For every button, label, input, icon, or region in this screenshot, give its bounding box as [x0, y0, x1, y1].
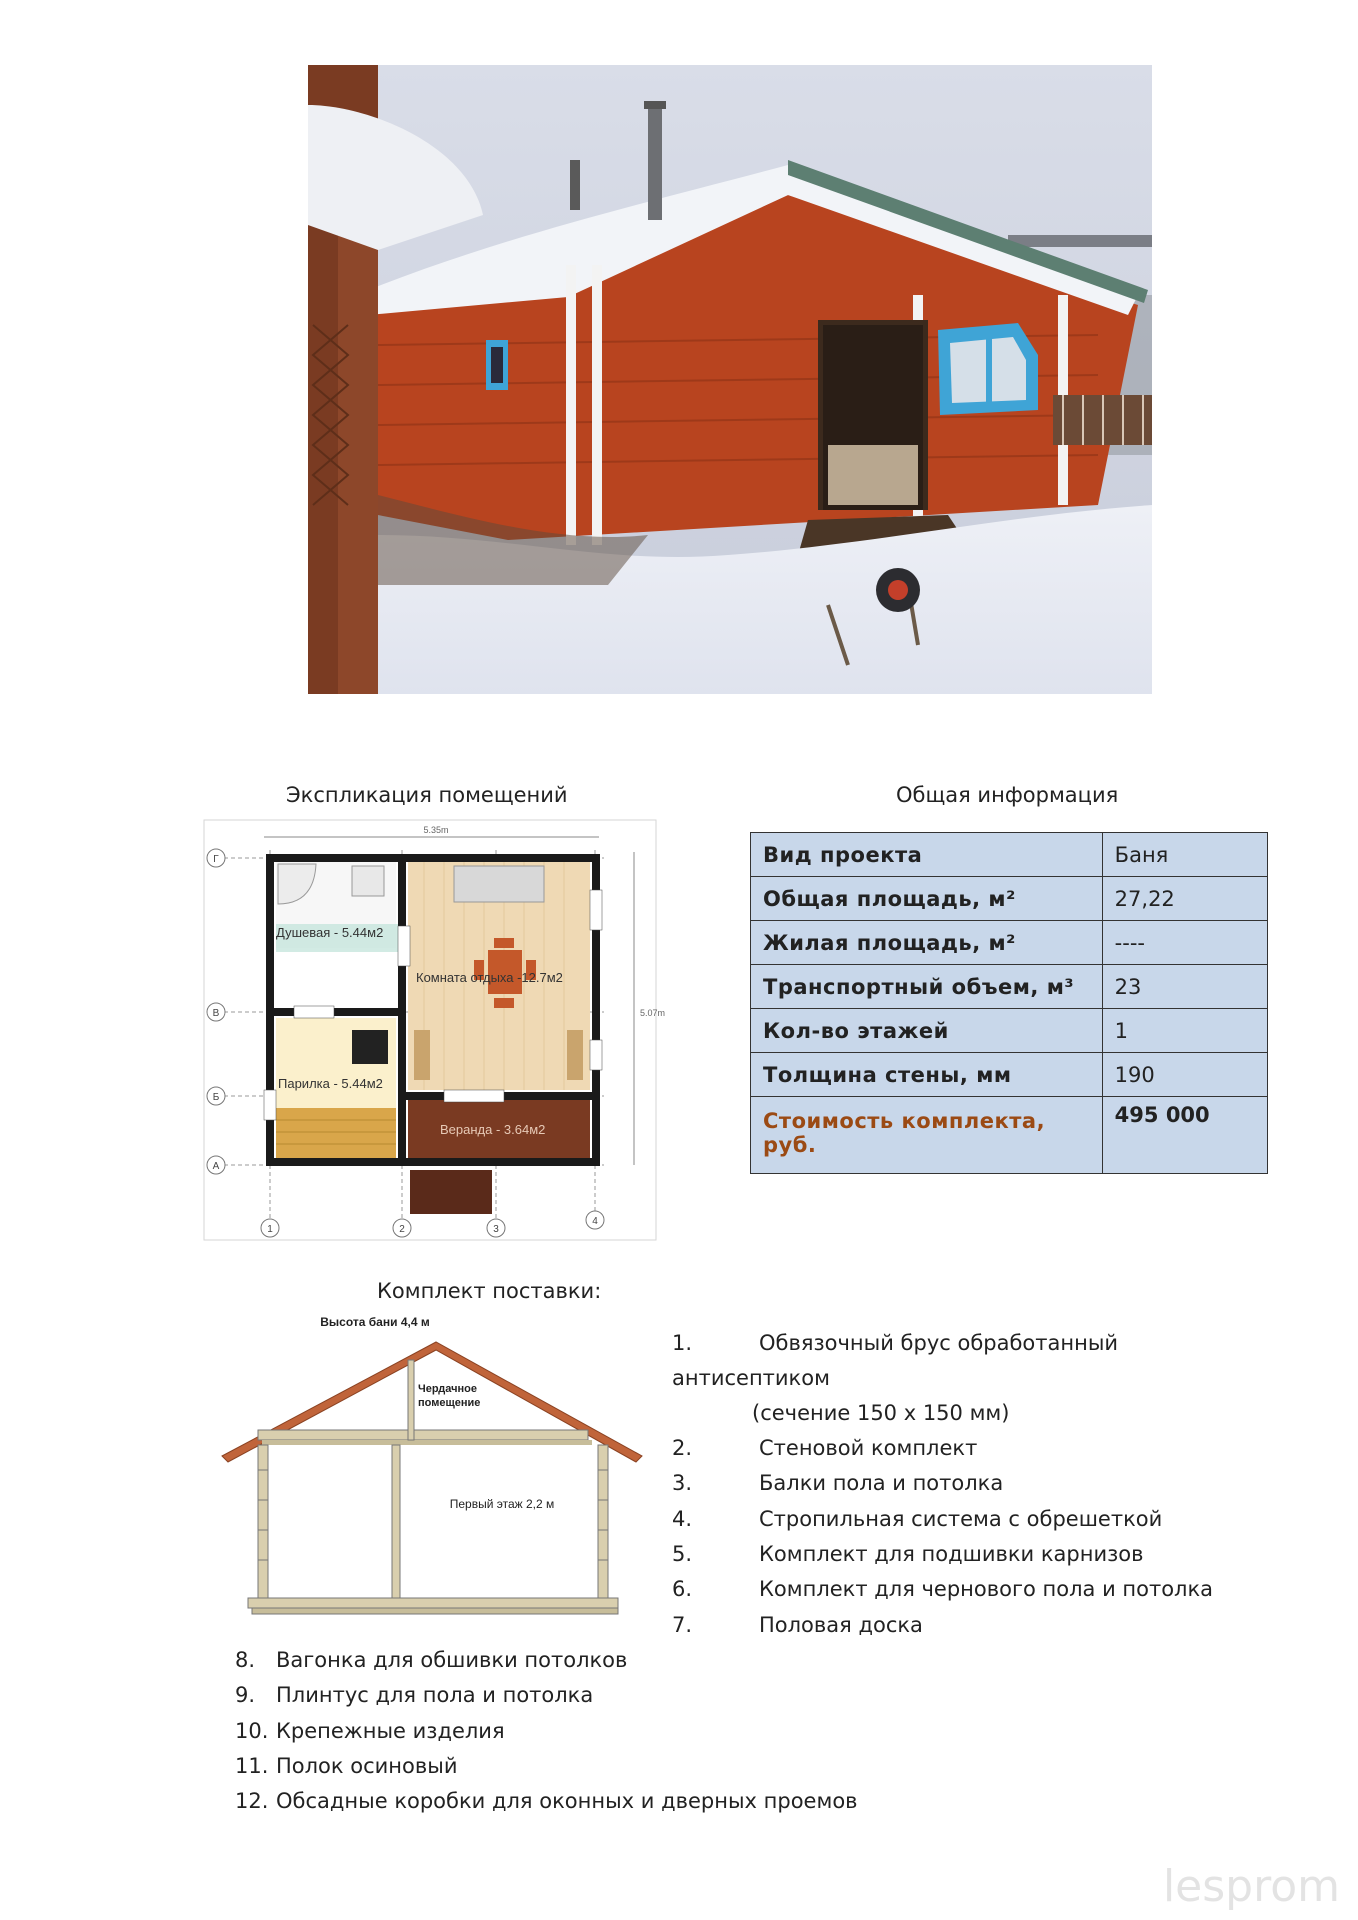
- attic-label-line2: помещение: [418, 1397, 481, 1409]
- plan-dim-right: 5.07m: [640, 1008, 666, 1018]
- kit-item-num: 2.: [672, 1436, 693, 1460]
- info-key: Толщина стены, мм: [751, 1053, 1103, 1097]
- kit-item-text: Комплект для подшивки карнизов: [759, 1541, 1144, 1566]
- kit-item-text: Комплект для чернового пола и потолка: [759, 1577, 1214, 1602]
- axis-col-1: 1: [267, 1224, 273, 1235]
- axis-row-g: Г: [213, 854, 219, 865]
- kit-item-num: 6.: [672, 1577, 693, 1602]
- section-height-label: Высота бани 4,4 м: [320, 1315, 430, 1329]
- kit-heading: Комплект поставки:: [377, 1279, 602, 1303]
- info-key: Кол-во этажей: [751, 1009, 1103, 1053]
- info-heading: Общая информация: [896, 783, 1119, 807]
- info-key: Жилая площадь, м²: [751, 921, 1103, 965]
- kit-item-text: Половая доска: [759, 1612, 923, 1637]
- info-key: Общая площадь, м²: [751, 877, 1103, 921]
- info-value: ----: [1102, 921, 1267, 965]
- info-value: 23: [1102, 965, 1267, 1009]
- info-value: Баня: [1102, 833, 1267, 877]
- kit-item-text: Вагонка для обшивки потолков: [276, 1648, 628, 1672]
- room-label-steam: Парилка - 5.44м2: [278, 1076, 383, 1091]
- kit-item-text: Полок осиновый: [276, 1753, 458, 1778]
- section-floor-label: Первый этаж 2,2 м: [449, 1497, 555, 1511]
- kit-item-num: 9.: [235, 1683, 256, 1708]
- kit-item-text: Крепежные изделия: [276, 1718, 505, 1743]
- plan-dim-top: 5.35m: [423, 825, 449, 835]
- info-row-cost: [751, 1097, 1268, 1174]
- axis-col-4: 4: [592, 1216, 598, 1227]
- info-table: [750, 832, 1268, 1174]
- kit-item-num: 3.: [672, 1471, 693, 1496]
- kit-item-text: Балки пола и потолка: [759, 1471, 1004, 1496]
- kit-item-num: 11.: [235, 1753, 269, 1778]
- kit-item-1-num: 1.: [672, 1331, 693, 1355]
- kit-item-num: 7.: [672, 1612, 693, 1637]
- kit-item-num: 8.: [235, 1648, 256, 1672]
- axis-row-a: А: [212, 1161, 220, 1172]
- axis-col-2: 2: [399, 1224, 405, 1235]
- room-label-veranda: Веранда - 3.64м2: [440, 1122, 546, 1137]
- kit-item-text: Обсадные коробки для оконных и дверных проемов: [276, 1789, 858, 1814]
- brand-logo: lesprom: [1162, 1861, 1340, 1912]
- cost-key: Стоимость комплекта, руб.: [751, 1097, 1103, 1174]
- info-row: [751, 877, 1268, 921]
- axis-row-v: В: [212, 1008, 220, 1019]
- info-value: 27,22: [1102, 877, 1267, 921]
- kit-item-text: Стеновой комплект: [759, 1436, 978, 1460]
- info-key: Транспортный объем, м³: [751, 965, 1103, 1009]
- axis-row-b: Б: [212, 1092, 220, 1103]
- axis-col-3: 3: [493, 1224, 499, 1235]
- info-key: Вид проекта: [751, 833, 1103, 877]
- room-label-rest: Комната отдыха -12.7м2: [416, 970, 563, 985]
- kit-item-1-section: (сечение 150 х 150 мм): [752, 1401, 1010, 1425]
- house-photo: [308, 65, 1152, 694]
- room-label-shower: Душевая - 5.44м2: [276, 925, 384, 940]
- kit-item-1-text: Обвязочный брус обработанный: [759, 1331, 1119, 1355]
- section-drawing: [222, 1310, 682, 1630]
- cost-value: 495 000: [1102, 1097, 1267, 1174]
- info-row: [751, 833, 1268, 877]
- kit-item-num: 12.: [235, 1789, 269, 1814]
- kit-item-num: 4.: [672, 1506, 693, 1531]
- kit-item-num: 5.: [672, 1541, 693, 1566]
- info-value: 1: [1102, 1009, 1267, 1053]
- info-value: 190: [1102, 1053, 1267, 1097]
- attic-label-line1: Чердачное: [418, 1383, 477, 1395]
- floor-plan: [204, 820, 666, 1240]
- plan-heading: Экспликация помещений: [286, 783, 568, 807]
- info-row: [751, 1009, 1268, 1053]
- info-row: [751, 1053, 1268, 1097]
- kit-item-text: Плинтус для пола и потолка: [276, 1683, 594, 1708]
- info-row: [751, 921, 1268, 965]
- kit-item-text: Стропильная система с обрешеткой: [759, 1506, 1163, 1531]
- kit-item-num: 10.: [235, 1718, 269, 1743]
- info-row: [751, 965, 1268, 1009]
- kit-item-1-cont: антисептиком: [672, 1366, 830, 1390]
